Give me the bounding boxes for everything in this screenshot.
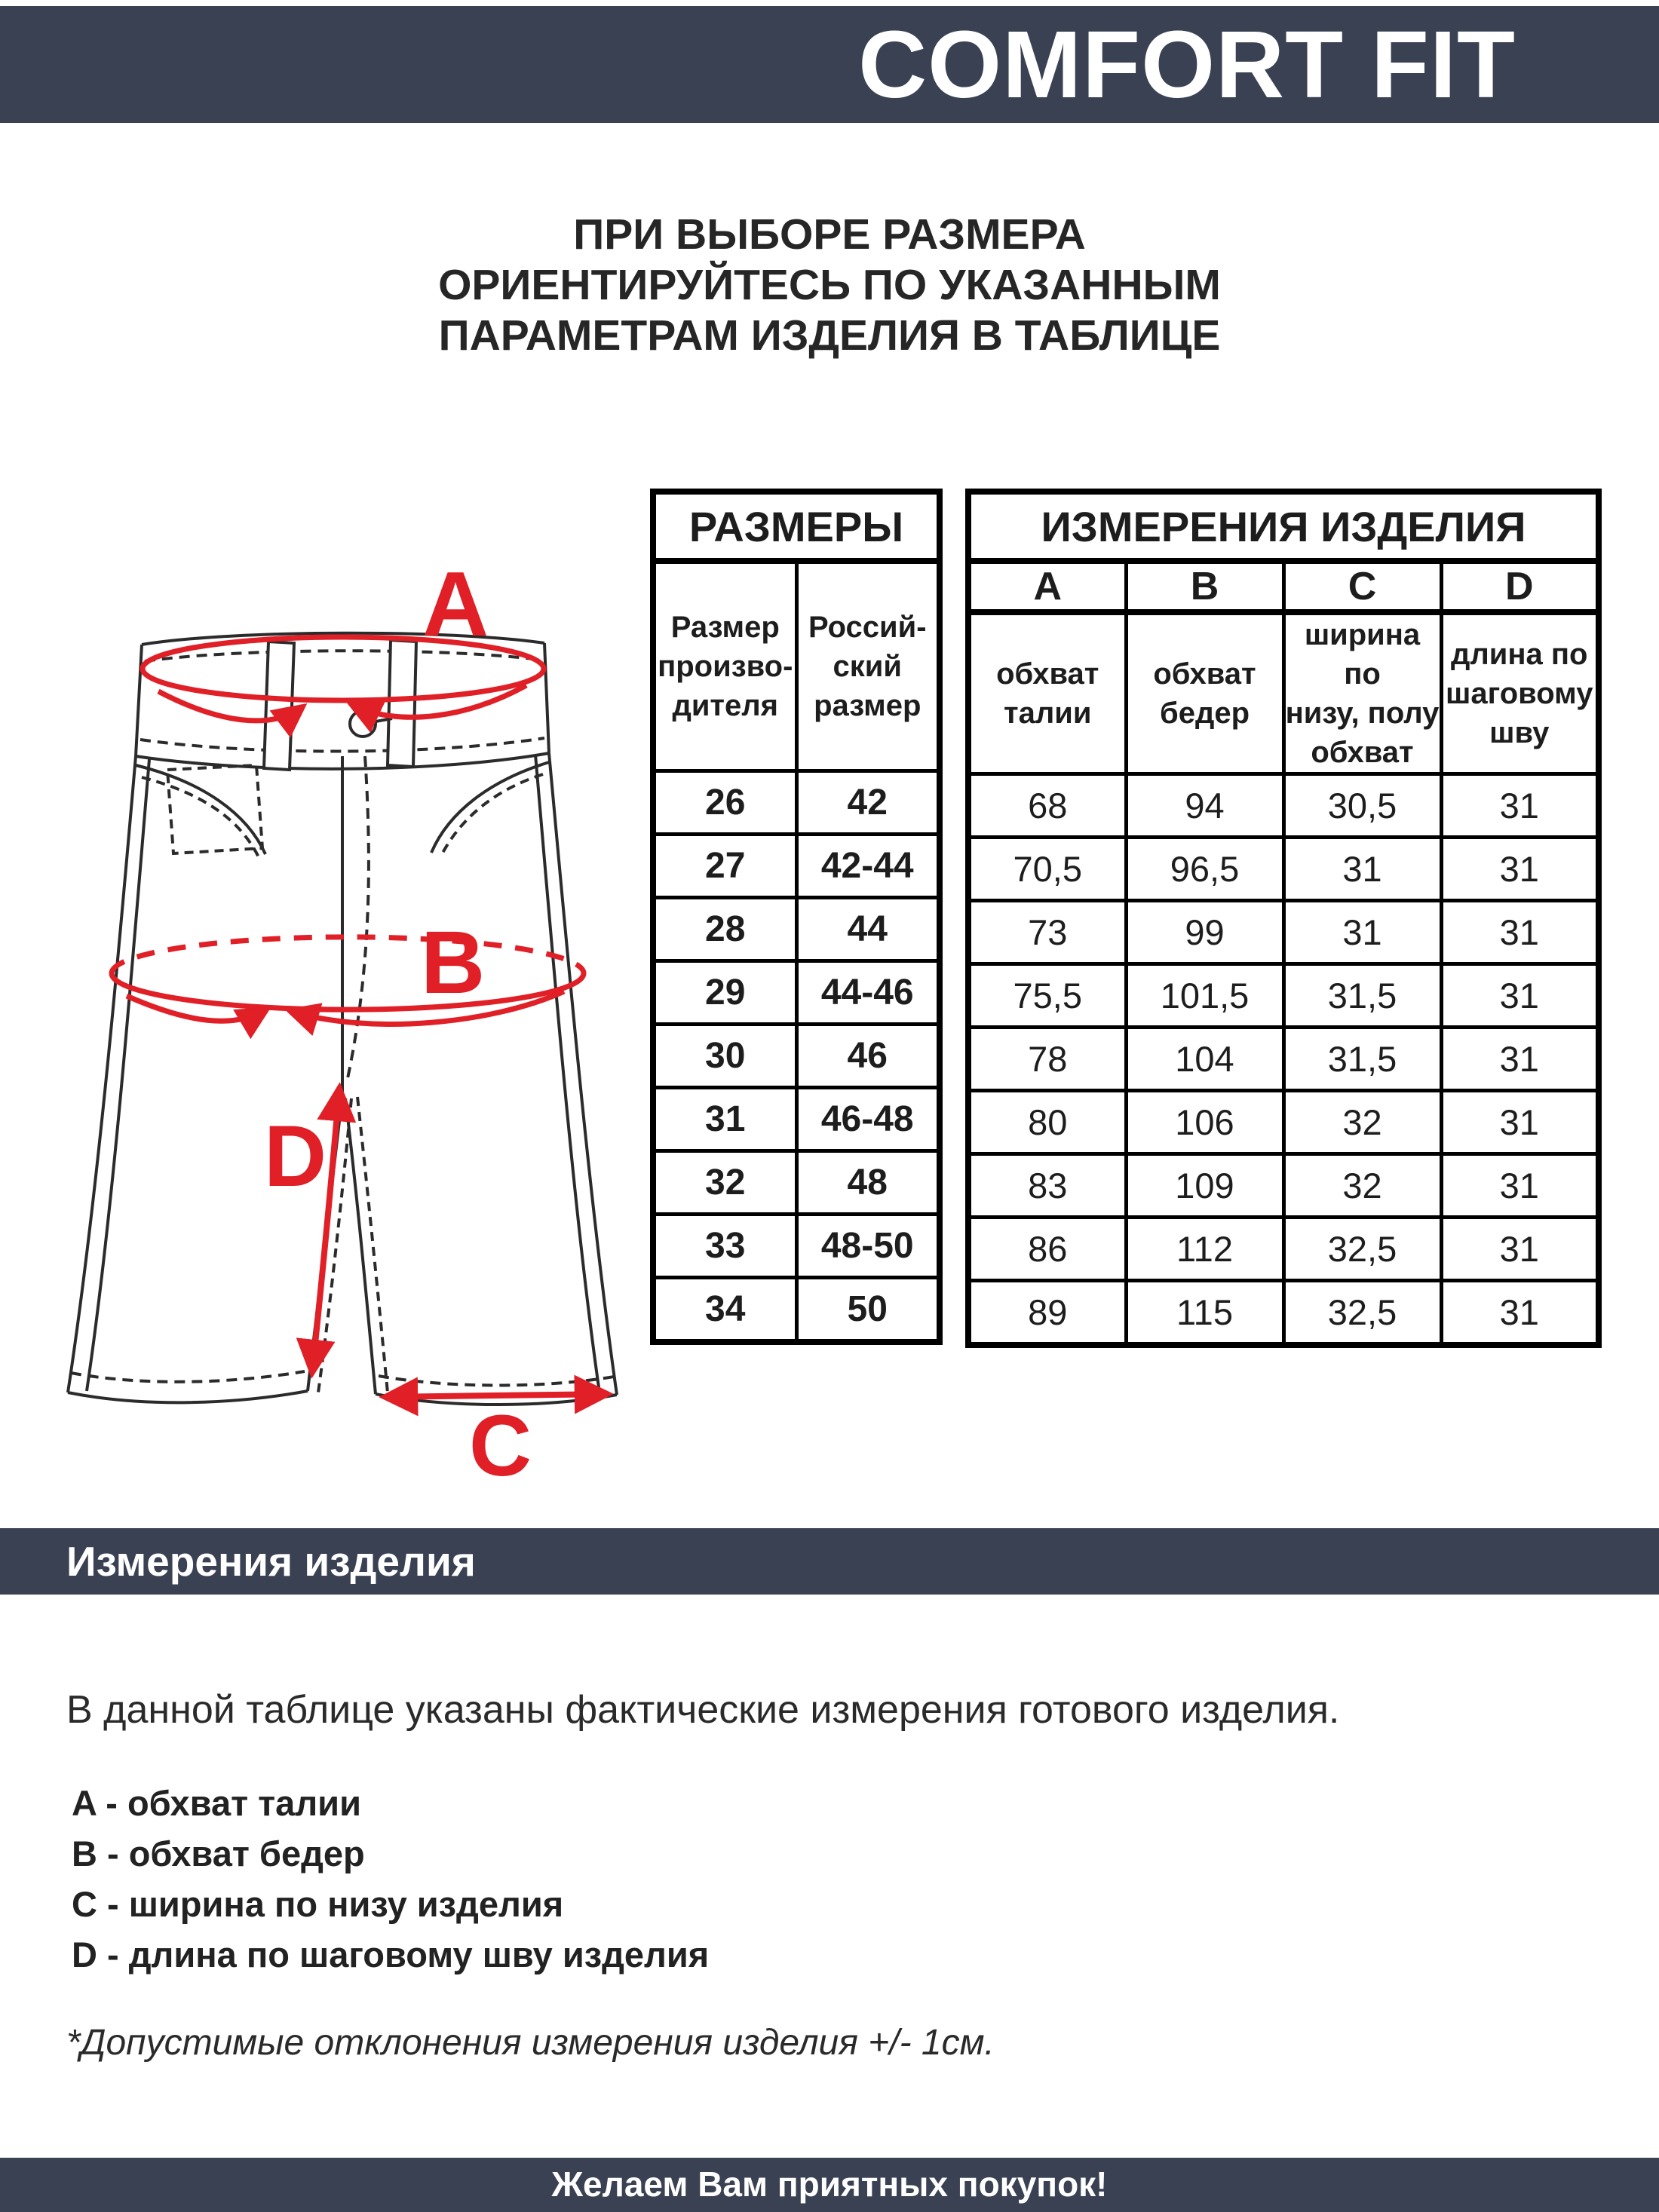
cell-ru: 44 <box>796 898 940 961</box>
cell-c: 31,5 <box>1283 1028 1441 1091</box>
diagram-label-a: A <box>422 554 489 655</box>
cell-d: 31 <box>1441 1028 1599 1091</box>
intro-line-3: ПАРАМЕТРАМ ИЗДЕЛИЯ В ТАБЛИЦЕ <box>438 311 1221 360</box>
cell-c: 31,5 <box>1283 964 1441 1028</box>
table-row <box>968 1154 1599 1218</box>
cell-a: 75,5 <box>968 964 1126 1028</box>
table-row <box>968 964 1599 1028</box>
cell-ru: 48 <box>796 1151 940 1215</box>
table-row <box>653 1025 940 1088</box>
cell-a: 86 <box>968 1218 1126 1281</box>
sizes-table-header: РАЗМЕРЫ <box>653 492 940 561</box>
tolerance-note: *Допустимые отклонения измерения изделия +/- 1см. <box>66 2023 995 2063</box>
cell-mfr: 27 <box>653 835 796 898</box>
cell-c: 30,5 <box>1283 774 1441 838</box>
col-header-waist: обхват талии <box>968 612 1126 774</box>
cell-b: 104 <box>1126 1028 1283 1091</box>
measure-c-arrow <box>385 1394 608 1397</box>
cell-c: 31 <box>1283 901 1441 964</box>
cell-a: 70,5 <box>968 838 1126 901</box>
table-row <box>653 1278 940 1343</box>
intro-line-2: ОРИЕНТИРУЙТЕСЬ ПО УКАЗАННЫМ <box>438 261 1221 309</box>
cell-mfr: 30 <box>653 1025 796 1088</box>
cell-ru: 44-46 <box>796 961 940 1025</box>
measure-b-ellipse-dashed <box>112 937 584 973</box>
table-row <box>968 774 1599 838</box>
measurements-table-header: ИЗМЕРЕНИЯ ИЗДЕЛИЯ <box>968 492 1599 561</box>
measurements-legend <box>72 1778 709 1980</box>
diagram-label-b: B <box>421 913 486 1013</box>
diagram-label-d: D <box>264 1108 327 1205</box>
intro-heading <box>0 210 1659 361</box>
table-row <box>653 961 940 1025</box>
table-row <box>653 898 940 961</box>
cell-mfr: 33 <box>653 1215 796 1278</box>
col-letter-b: B <box>1126 561 1283 612</box>
sizes-table <box>650 489 943 1345</box>
shorts-diagram <box>45 554 664 1504</box>
legend-item-d: D - длина по шаговому шву изделия <box>72 1935 710 1975</box>
cell-d: 31 <box>1441 1218 1599 1281</box>
col-letter-c: C <box>1283 561 1441 612</box>
legend-item-c: C - ширина по низу изделия <box>72 1884 564 1924</box>
measure-b-ellipse-solid <box>112 973 584 1009</box>
cell-c: 32,5 <box>1283 1281 1441 1346</box>
footer-message: Желаем Вам приятных покупок! <box>551 2165 1108 2204</box>
cell-a: 83 <box>968 1154 1126 1218</box>
table-row <box>653 1215 940 1278</box>
cell-mfr: 28 <box>653 898 796 961</box>
cell-d: 31 <box>1441 1091 1599 1154</box>
cell-a: 68 <box>968 774 1126 838</box>
cell-ru: 42-44 <box>796 835 940 898</box>
table-row <box>653 1151 940 1215</box>
cell-mfr: 31 <box>653 1088 796 1151</box>
cell-d: 31 <box>1441 1154 1599 1218</box>
cell-b: 109 <box>1126 1154 1283 1218</box>
cell-b: 101,5 <box>1126 964 1283 1028</box>
cell-ru: 42 <box>796 771 940 835</box>
cell-ru: 46 <box>796 1025 940 1088</box>
table-row <box>968 492 1599 561</box>
section-bar-title: Измерения изделия <box>66 1538 476 1585</box>
top-brand-bar <box>0 6 1659 123</box>
legend-item-b: B - обхват бедер <box>72 1834 365 1873</box>
cell-ru: 48-50 <box>796 1215 940 1278</box>
table-row <box>653 771 940 835</box>
section-bar-measurements <box>0 1528 1659 1595</box>
cell-d: 31 <box>1441 901 1599 964</box>
cell-b: 106 <box>1126 1091 1283 1154</box>
diagram-label-c: C <box>469 1398 532 1494</box>
intro-line-1: ПРИ ВЫБОРЕ РАЗМЕРА <box>573 210 1086 259</box>
cell-mfr: 32 <box>653 1151 796 1215</box>
cell-d: 31 <box>1441 1281 1599 1346</box>
table-row <box>653 835 940 898</box>
cell-mfr: 34 <box>653 1278 796 1343</box>
measurements-table <box>965 489 1602 1348</box>
col-header-inseam: длина по шаговому шву <box>1441 612 1599 774</box>
col-header-russian-size: Россий- ский размер <box>796 561 940 771</box>
cell-a: 80 <box>968 1091 1126 1154</box>
footer-bar <box>0 2158 1659 2212</box>
table-row <box>968 1281 1599 1346</box>
col-header-hem-width: ширина по низу, полу обхват <box>1283 612 1441 774</box>
table-row <box>968 1218 1599 1281</box>
cell-b: 115 <box>1126 1281 1283 1346</box>
cell-b: 94 <box>1126 774 1283 838</box>
cell-ru: 50 <box>796 1278 940 1343</box>
cell-b: 112 <box>1126 1218 1283 1281</box>
table-row <box>653 1088 940 1151</box>
cell-mfr: 29 <box>653 961 796 1025</box>
legend-item-a: A - обхват талии <box>72 1783 361 1823</box>
cell-a: 73 <box>968 901 1126 964</box>
col-letter-a: A <box>968 561 1126 612</box>
brand-title: COMFORT FIT <box>858 11 1516 118</box>
table-row <box>653 561 940 771</box>
table-row <box>968 1028 1599 1091</box>
col-letter-d: D <box>1441 561 1599 612</box>
cell-b: 96,5 <box>1126 838 1283 901</box>
cell-c: 32 <box>1283 1154 1441 1218</box>
cell-c: 32,5 <box>1283 1218 1441 1281</box>
cell-d: 31 <box>1441 964 1599 1028</box>
cell-d: 31 <box>1441 774 1599 838</box>
col-header-hips: обхват бедер <box>1126 612 1283 774</box>
table-row <box>968 612 1599 774</box>
table-row <box>968 1091 1599 1154</box>
table-row <box>968 838 1599 901</box>
table-row <box>653 492 940 561</box>
measurements-description: В данной таблице указаны фактические измерения готового изделия. <box>66 1688 1340 1732</box>
table-row <box>968 561 1599 612</box>
col-header-manufacturer-size: Размер произво- дителя <box>653 561 796 771</box>
cell-a: 78 <box>968 1028 1126 1091</box>
table-row <box>968 901 1599 964</box>
cell-d: 31 <box>1441 838 1599 901</box>
cell-a: 89 <box>968 1281 1126 1346</box>
cell-mfr: 26 <box>653 771 796 835</box>
shorts-outline <box>68 633 617 1405</box>
cell-c: 32 <box>1283 1091 1441 1154</box>
cell-b: 99 <box>1126 901 1283 964</box>
cell-c: 31 <box>1283 838 1441 901</box>
cell-ru: 46-48 <box>796 1088 940 1151</box>
